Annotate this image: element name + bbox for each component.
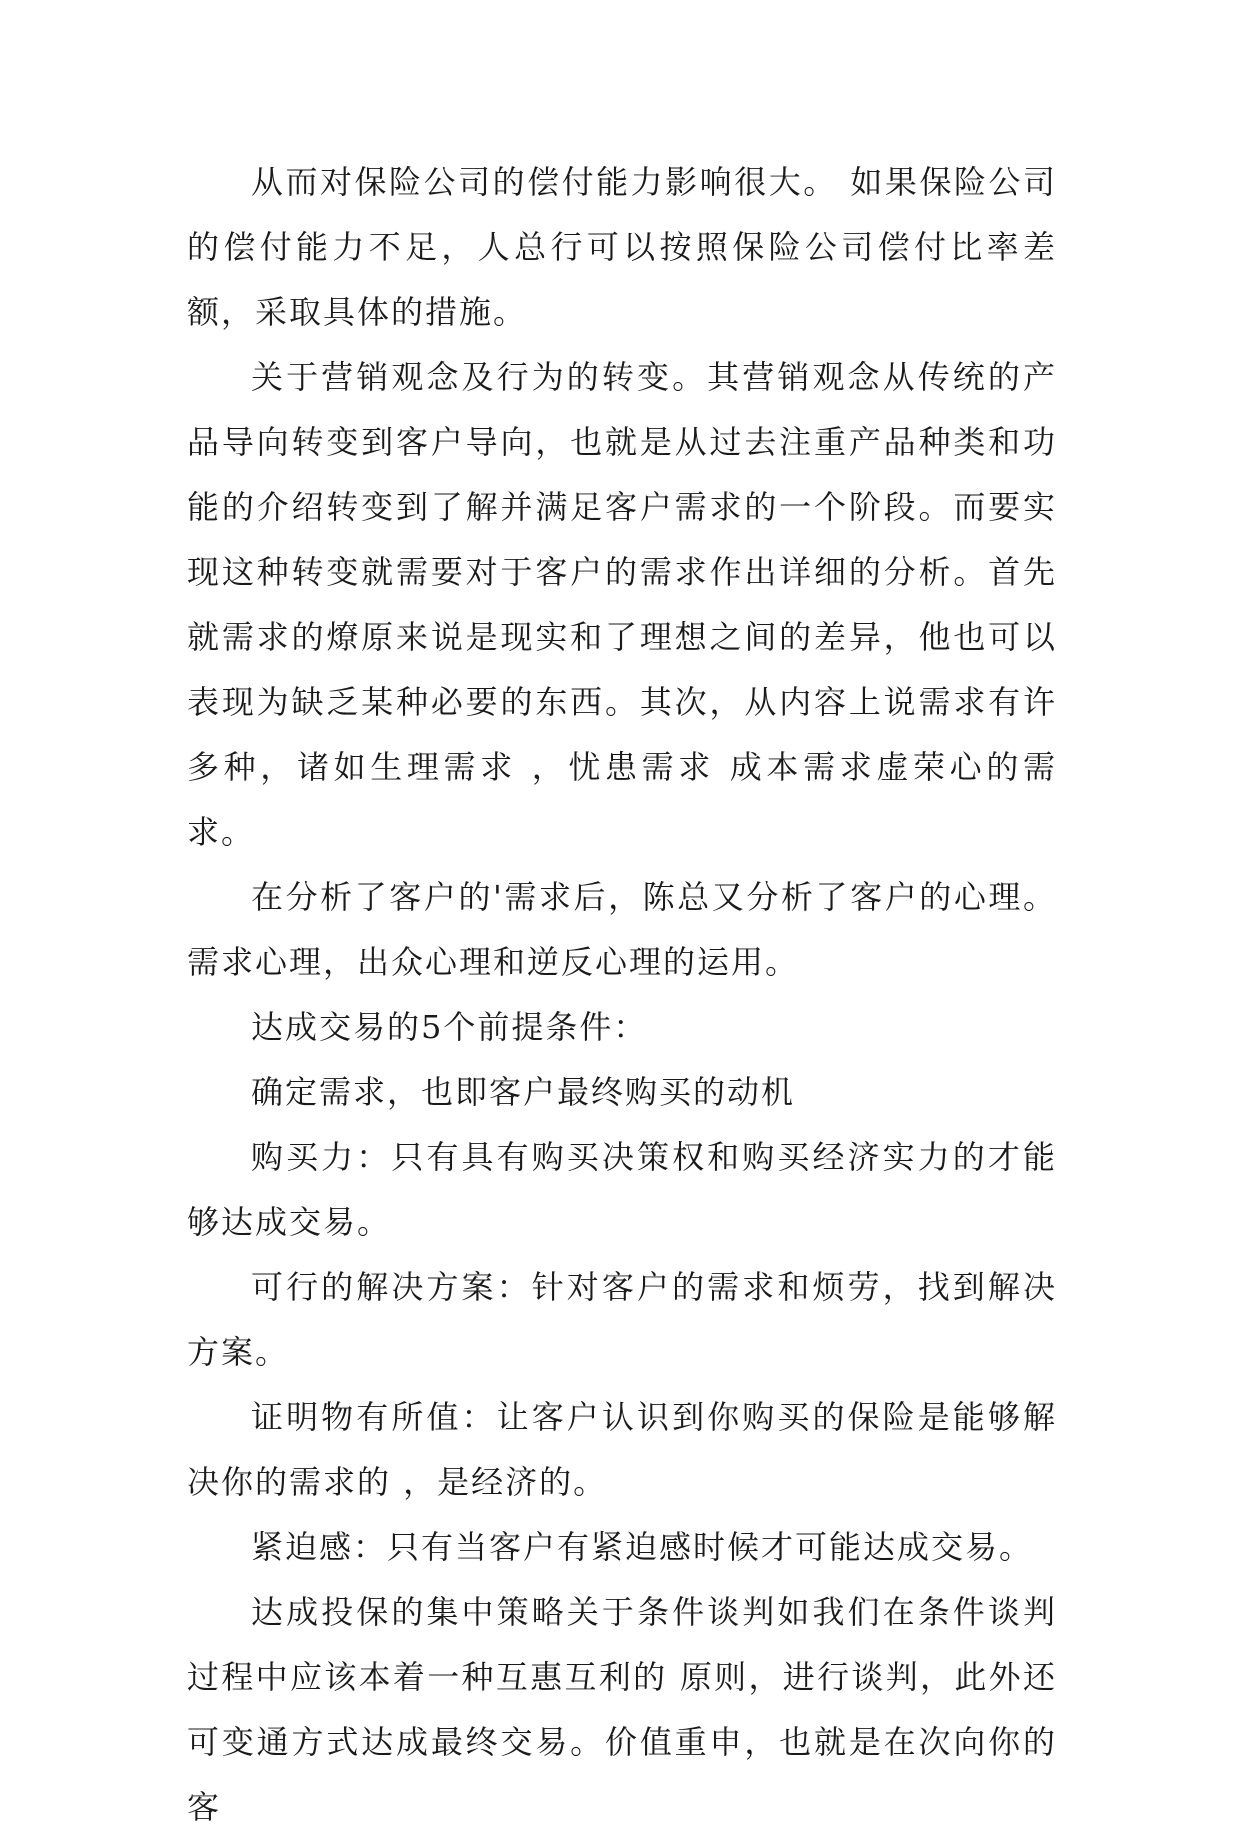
paragraph-9: 紧迫感：只有当客户有紧迫感时候才可能达成交易。 [251, 1528, 1034, 1566]
paragraph-3: 在分析了客户的'需求后，陈总又分析了客户的心理。需求心理，出众心理和逆反心理的运用。 [187, 878, 1057, 981]
paragraph-5: 确定需求，也即客户最终购买的动机 [251, 1073, 796, 1111]
paragraph-7: 可行的解决方案：针对客户的需求和烦劳，找到解决方案。 [187, 1268, 1057, 1371]
paragraph-8: 证明物有所值：让客户认识到你购买的保险是能够解决你的需求的 ，是经济的。 [187, 1398, 1057, 1501]
paragraph-10: 达成投保的集中策略关于条件谈判如我们在条件谈判过程中应该本着一种互惠互利的 原则，进行谈判，此外还可变通方式达成最终交易。价值重申，也就是在次向你的客 [187, 1593, 1057, 1826]
paragraph-6: 购买力：只有具有购买决策权和购买经济实力的才能够达成交易。 [187, 1138, 1057, 1241]
paragraph-4: 达成交易的5个前提条件： [251, 1008, 648, 1046]
document-body [187, 150, 1057, 1840]
paragraph-1: 从而对保险公司的偿付能力影响很大。 如果保险公司的偿付能力不足，人总行可以按照保险公司偿付比率差额，采取具体的措施。 [187, 163, 1057, 331]
paragraph-2: 关于营销观念及行为的转变。其营销观念从传统的产品导向转变到客户导向，也就是从过去注重产品种类和功能的介绍转变到了解并满足客户需求的一个阶段。而要实现这种转变就需要对于客户的需求作出详细的分析。首先就需求的燎原来说是现实和了理想之间的差异，他也可以表现为缺乏某种必要的东西。其次，从内容上说需求有许多种，诸如生理需求 ，忧患需求 成本需求虚荣心的需求。 [187, 358, 1057, 851]
